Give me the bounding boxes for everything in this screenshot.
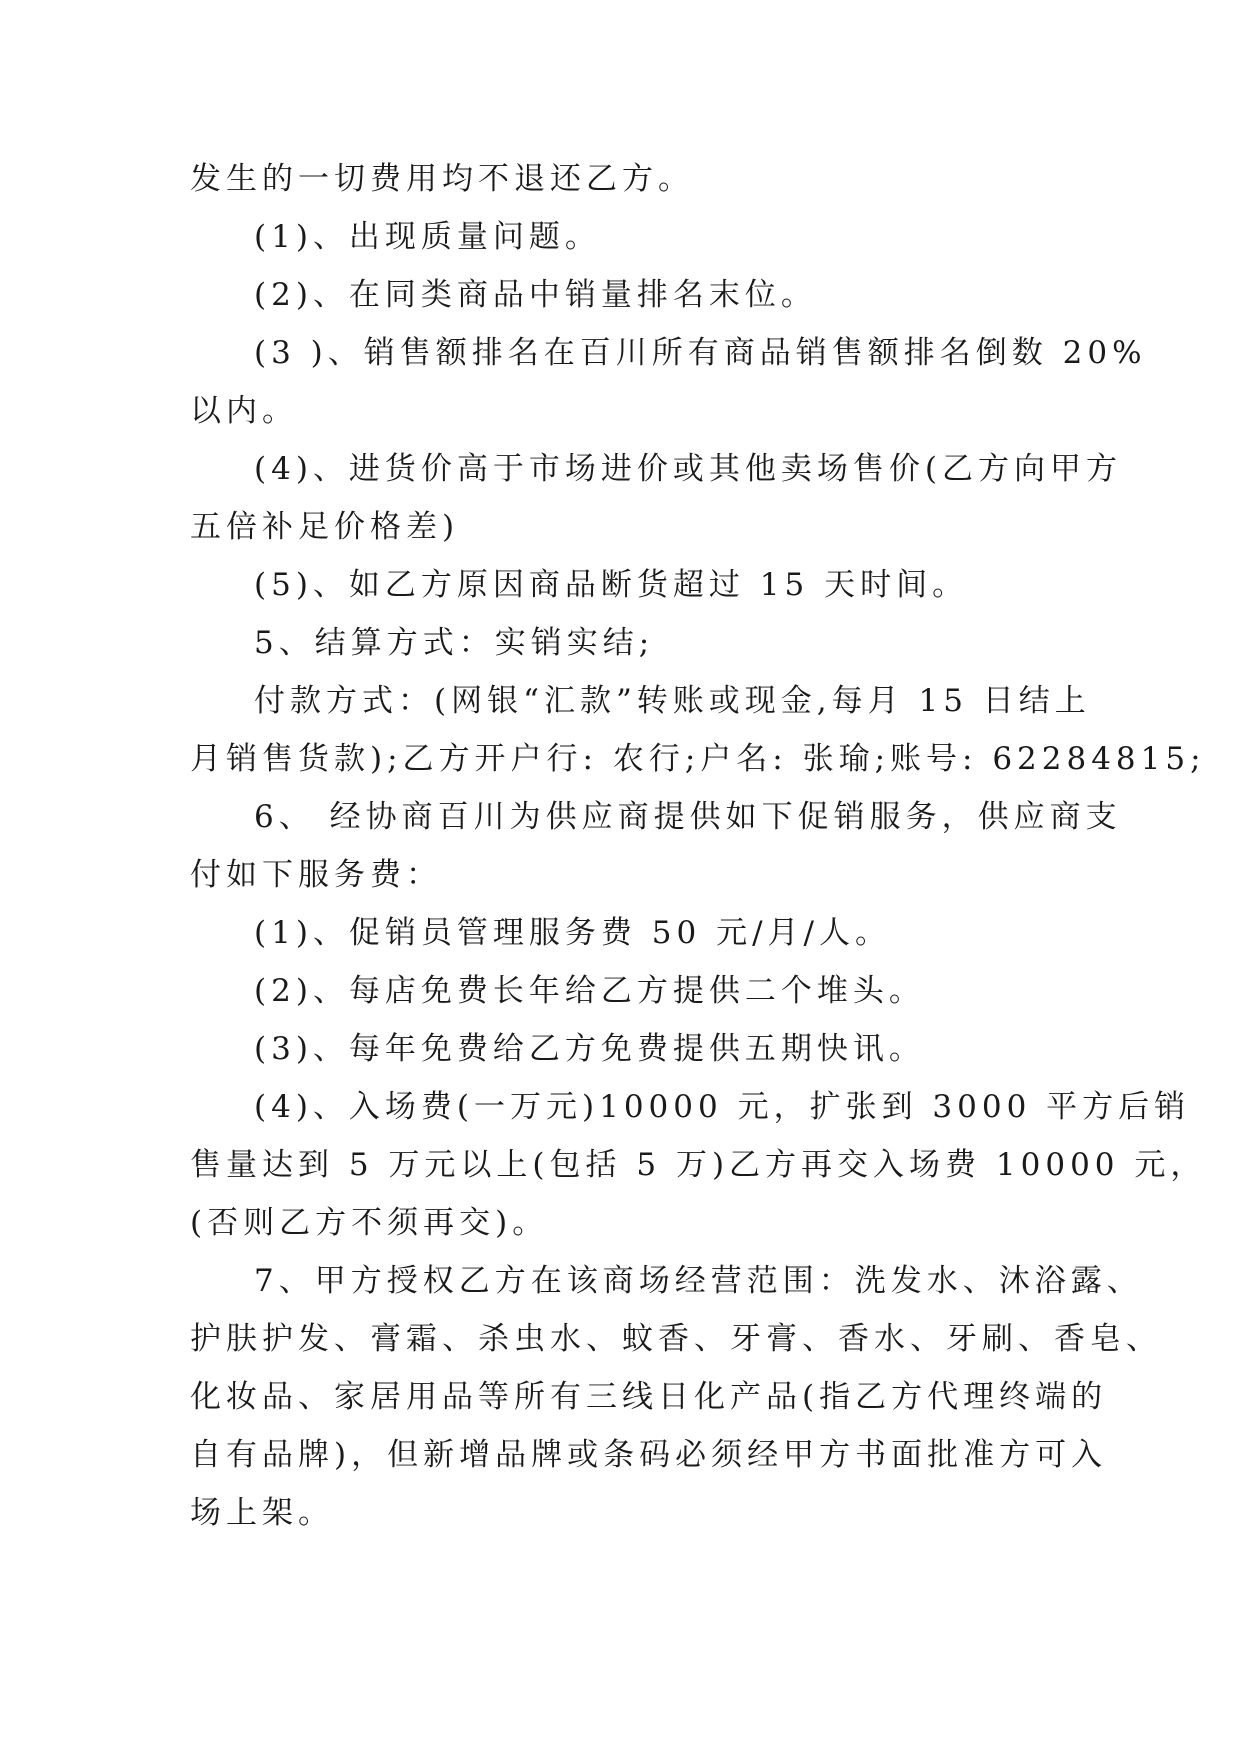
text-line-3: (2)、在同类商品中销量排名末位。 [254,277,817,313]
text-line-23: 自有品牌)，但新增品牌或条码必须经甲方书面批准方可入 [190,1437,1108,1473]
text-line-18: 售量达到 5 万元以上(包括 5 万)乙方再交入场费 10000 元， [190,1147,1207,1183]
text-line-13: 付如下服务费： [190,857,442,893]
text-line-24: 场上架。 [190,1495,334,1531]
text-line-11: 月销售货款);乙方开户行: 农行;户名: 张瑜;账号: 62284815; [190,741,1206,777]
text-line-16: (3)、每年免费给乙方免费提供五期快讯。 [254,1031,925,1067]
text-line-7: 五倍补足价格差) [190,509,460,545]
text-line-8: (5)、如乙方原因商品断货超过 15 天时间。 [254,567,969,603]
text-line-19: (否则乙方不须再交)。 [190,1205,549,1241]
text-line-1: 发生的一切费用均不退还乙方。 [190,161,694,197]
text-line-22: 化妆品、家居用品等所有三线日化产品(指乙方代理终端的 [190,1379,1108,1415]
document-page [190,150,1207,1542]
text-line-15: (2)、每店免费长年给乙方提供二个堆头。 [254,973,925,1009]
text-line-4: (3 )、销售额排名在百川所有商品销售额排名倒数 20% [254,335,1147,371]
text-line-14: (1)、促销员管理服务费 50 元/月/人。 [254,915,891,951]
text-line-21: 护肤护发、膏霜、杀虫水、蚊香、牙膏、香水、牙刷、香皂、 [190,1321,1162,1357]
text-line-5: 以内。 [190,393,298,429]
text-line-2: (1)、出现质量问题。 [254,219,601,255]
text-line-12: 6、 经协商百川为供应商提供如下促销服务，供应商支 [254,799,1122,835]
text-line-17: (4)、入场费(一万元)10000 元，扩张到 3000 平方后销 [254,1089,1191,1125]
text-line-20: 7、甲方授权乙方在该商场经营范围：洗发水、沐浴露、 [254,1263,1143,1299]
text-line-10: 付款方式：(网银“汇款”转账或现金,每月 15 日结上 [254,683,1091,719]
text-line-6: (4)、进货价高于市场进价或其他卖场售价(乙方向甲方 [254,451,1123,487]
text-line-9: 5、结算方式：实销实结; [254,625,655,661]
